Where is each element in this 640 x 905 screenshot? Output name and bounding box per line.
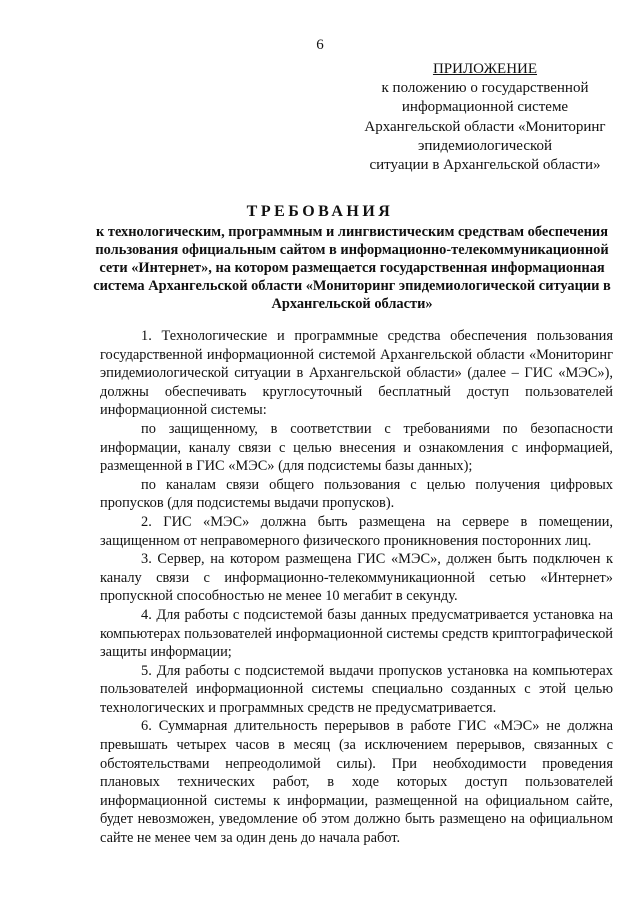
paragraph-2: 2. ГИС «МЭС» должна быть размещена на сервере в помещении, защищенном от неправомерного физического проникновения посторонних лиц. bbox=[100, 513, 613, 549]
paragraph-1b: по каналам связи общего пользования с целью получения цифровых пропусков (для подсистемы выдачи пропусков). bbox=[100, 476, 613, 512]
paragraph-1: 1. Технологические и программные средства обеспечения пользования государственной информационной системой Архангельской области «Мониторинг эпидемиологической ситуации в Архангельской области» (далее – ГИС «МЭС»), должны обеспечивать круглосуточный бесплатный доступ пользователей информационной системы: bbox=[100, 328, 613, 419]
appendix-heading: ПРИЛОЖЕНИЕ bbox=[432, 61, 538, 77]
paragraph-1a: по защищенному, в соответствии с требованиями по безопасности информации, каналу связи с целью внесения и ознакомления с информацией, размещенной в ГИС «МЭС» (для подсистемы базы данных); bbox=[100, 420, 613, 475]
paragraph-4: 4. Для работы с подсистемой базы данных предусматривается установка на компьютерах пользователей информационной системы средств криптографической защиты информации; bbox=[100, 606, 613, 661]
paragraph-6: 6. Суммарная длительность перерывов в работе ГИС «МЭС» не должна превышать четырех часов в месяц (за исключением перерывов, связанных с обстоятельствами непреодолимой силы). При необходимости проведения плановых технических работ, в ходе которых доступ пользователей информационной системы к информации, размещенной на официальном сайте, будет невозможен, уведомление об этом должно быть размещено на официальном сайте не менее чем за один день до начала работ. bbox=[100, 718, 613, 847]
page-number: 6 bbox=[316, 37, 324, 53]
appendix-line: ситуации в Архангельской области» bbox=[369, 157, 601, 174]
appendix-line: к положению о государственной bbox=[381, 80, 589, 97]
paragraph-3: 3. Сервер, на котором размещена ГИС «МЭС», должен быть подключен к каналу связи с информационно-телекоммуникационной сетью «Интернет» пропускной способностью не менее 10 мегабит в секунду. bbox=[100, 551, 613, 605]
appendix-line: информационной системе bbox=[401, 99, 569, 116]
appendix-line: Архангельской области «Мониторинг bbox=[364, 118, 606, 135]
appendix-block bbox=[340, 60, 630, 175]
appendix-line: эпидемиологической bbox=[417, 137, 553, 154]
document-title: ТРЕБОВАНИЯ bbox=[246, 203, 394, 220]
paragraph-5: 5. Для работы с подсистемой выдачи пропусков установка на компьютерах пользователей информационной системы специально созданных с этой целью технологических и программных средств не предусматривается. bbox=[100, 662, 613, 716]
document-subtitle: к технологическим, программным и лингвистическим средствам обеспечения пользования официальным сайтом в информационно-телекоммуникационной сети «Интернет», на котором размещается государственная информационная система Архангельской области «Мониторинг эпидемиологической ситуации в Архангельской области» bbox=[93, 224, 611, 312]
body-text bbox=[100, 327, 613, 848]
